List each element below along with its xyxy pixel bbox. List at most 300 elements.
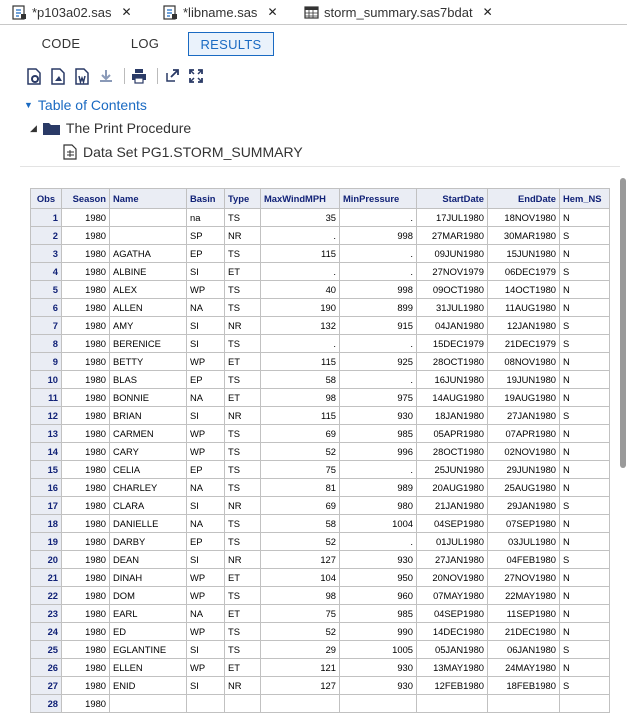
cell-basin: NA xyxy=(187,389,225,407)
cell-startdate: 16JUN1980 xyxy=(417,371,488,389)
cell-basin: WP xyxy=(187,587,225,605)
cell-minpressure: 1004 xyxy=(340,515,417,533)
cell-obs: 24 xyxy=(31,623,62,641)
cell-type: TS xyxy=(225,425,261,443)
cell-type: NR xyxy=(225,497,261,515)
cell-obs: 8 xyxy=(31,335,62,353)
cell-minpressure: . xyxy=(340,335,417,353)
column-header-name: Name xyxy=(110,189,187,209)
cell-enddate: 29JAN1980 xyxy=(488,497,560,515)
cell-enddate: 22MAY1980 xyxy=(488,587,560,605)
cell-season: 1980 xyxy=(62,677,110,695)
cell-name: BLAS xyxy=(110,371,187,389)
cell-minpressure: 989 xyxy=(340,479,417,497)
cell-type xyxy=(225,695,261,713)
cell-season: 1980 xyxy=(62,479,110,497)
cell-enddate: 19AUG1980 xyxy=(488,389,560,407)
cell-minpressure: 996 xyxy=(340,443,417,461)
cell-name: DEAN xyxy=(110,551,187,569)
cell-hem-ns: S xyxy=(560,227,610,245)
view-tab-bar xyxy=(0,26,627,60)
cell-obs: 17 xyxy=(31,497,62,515)
cell-minpressure: 985 xyxy=(340,425,417,443)
cell-season: 1980 xyxy=(62,515,110,533)
close-icon[interactable]: ✕ xyxy=(121,5,132,19)
cell-basin: WP xyxy=(187,443,225,461)
cell-name xyxy=(110,695,187,713)
table-row xyxy=(31,695,610,713)
cell-maxwindmph: 115 xyxy=(261,407,340,425)
cell-type: NR xyxy=(225,227,261,245)
cell-season: 1980 xyxy=(62,461,110,479)
cell-obs: 21 xyxy=(31,569,62,587)
table-row xyxy=(31,407,610,425)
cell-minpressure: 975 xyxy=(340,389,417,407)
table-row xyxy=(31,317,610,335)
caret-down-icon: ▼ xyxy=(24,100,33,110)
download-icon[interactable] xyxy=(96,66,116,86)
cell-startdate: 04SEP1980 xyxy=(417,605,488,623)
table-row xyxy=(31,659,610,677)
sas-program-icon xyxy=(163,5,178,20)
cell-type: NR xyxy=(225,317,261,335)
cell-basin: EP xyxy=(187,245,225,263)
cell-type: TS xyxy=(225,281,261,299)
table-row xyxy=(31,677,610,695)
cell-name: BONNIE xyxy=(110,389,187,407)
cell-enddate: 27JAN1980 xyxy=(488,407,560,425)
column-header-season: Season xyxy=(62,189,110,209)
cell-maxwindmph: 121 xyxy=(261,659,340,677)
cell-basin: WP xyxy=(187,623,225,641)
cell-enddate: 08NOV1980 xyxy=(488,353,560,371)
toolbar-divider xyxy=(157,68,158,84)
cell-hem-ns: N xyxy=(560,569,610,587)
table-row xyxy=(31,227,610,245)
cell-season: 1980 xyxy=(62,551,110,569)
file-tab-p103a02[interactable] xyxy=(12,0,132,24)
cell-minpressure: . xyxy=(340,263,417,281)
cell-startdate: 04JAN1980 xyxy=(417,317,488,335)
cell-hem-ns: S xyxy=(560,497,610,515)
cell-basin: SI xyxy=(187,335,225,353)
table-row xyxy=(31,479,610,497)
cell-hem-ns: S xyxy=(560,317,610,335)
column-header-hem-ns: Hem_NS xyxy=(560,189,610,209)
table-row xyxy=(31,533,610,551)
cell-type: TS xyxy=(225,443,261,461)
cell-maxwindmph: . xyxy=(261,263,340,281)
cell-basin: NA xyxy=(187,605,225,623)
table-row xyxy=(31,641,610,659)
cell-type: TS xyxy=(225,371,261,389)
cell-name: ELLEN xyxy=(110,659,187,677)
cell-maxwindmph: 75 xyxy=(261,605,340,623)
cell-hem-ns: N xyxy=(560,533,610,551)
cell-basin: WP xyxy=(187,353,225,371)
cell-name: AMY xyxy=(110,317,187,335)
cell-hem-ns: N xyxy=(560,443,610,461)
table-row xyxy=(31,551,610,569)
cell-type: TS xyxy=(225,209,261,227)
cell-minpressure: . xyxy=(340,371,417,389)
file-tab-bar xyxy=(0,0,627,25)
cell-obs: 26 xyxy=(31,659,62,677)
cell-name: BERENICE xyxy=(110,335,187,353)
cell-hem-ns: N xyxy=(560,587,610,605)
file-tab-storm-summary[interactable] xyxy=(304,0,493,24)
cell-hem-ns: N xyxy=(560,299,610,317)
table-row xyxy=(31,371,610,389)
cell-minpressure: 925 xyxy=(340,353,417,371)
cell-maxwindmph: 81 xyxy=(261,479,340,497)
cell-type: TS xyxy=(225,461,261,479)
cell-basin: na xyxy=(187,209,225,227)
cell-type: ET xyxy=(225,263,261,281)
cell-hem-ns: N xyxy=(560,479,610,497)
cell-maxwindmph: 69 xyxy=(261,425,340,443)
sas-program-icon xyxy=(12,5,27,20)
toc-procedure-label: The Print Procedure xyxy=(65,120,192,136)
cell-minpressure: 915 xyxy=(340,317,417,335)
cell-obs: 16 xyxy=(31,479,62,497)
results-table-container xyxy=(30,188,612,728)
cell-enddate: 02NOV1980 xyxy=(488,443,560,461)
cell-minpressure: 990 xyxy=(340,623,417,641)
table-row xyxy=(31,587,610,605)
vertical-scrollbar[interactable] xyxy=(619,176,627,721)
cell-startdate: 07MAY1980 xyxy=(417,587,488,605)
cell-maxwindmph: 58 xyxy=(261,371,340,389)
cell-startdate xyxy=(417,695,488,713)
cell-obs: 14 xyxy=(31,443,62,461)
cell-name xyxy=(110,209,187,227)
cell-enddate: 15JUN1980 xyxy=(488,245,560,263)
cell-obs: 3 xyxy=(31,245,62,263)
cell-hem-ns: S xyxy=(560,641,610,659)
cell-hem-ns xyxy=(560,695,610,713)
cell-startdate: 05JAN1980 xyxy=(417,641,488,659)
cell-hem-ns: S xyxy=(560,335,610,353)
cell-season: 1980 xyxy=(62,335,110,353)
cell-season: 1980 xyxy=(62,209,110,227)
tab-code[interactable]: CODE xyxy=(41,35,81,51)
cell-type: TS xyxy=(225,245,261,263)
cell-maxwindmph: 58 xyxy=(261,515,340,533)
results-table xyxy=(30,188,610,713)
cell-name: DOM xyxy=(110,587,187,605)
cell-maxwindmph: 98 xyxy=(261,587,340,605)
cell-name: ED xyxy=(110,623,187,641)
file-tab-label: *p103a02.sas xyxy=(32,4,112,20)
cell-type: ET xyxy=(225,569,261,587)
cell-enddate: 24MAY1980 xyxy=(488,659,560,677)
cell-enddate: 04FEB1980 xyxy=(488,551,560,569)
cell-season: 1980 xyxy=(62,263,110,281)
cell-name: DINAH xyxy=(110,569,187,587)
cell-enddate: 07APR1980 xyxy=(488,425,560,443)
download-word-icon[interactable] xyxy=(72,66,92,86)
cell-enddate: 19JUN1980 xyxy=(488,371,560,389)
cell-enddate: 25AUG1980 xyxy=(488,479,560,497)
cell-hem-ns: N xyxy=(560,623,610,641)
cell-maxwindmph: . xyxy=(261,227,340,245)
cell-maxwindmph: 35 xyxy=(261,209,340,227)
cell-maxwindmph: 115 xyxy=(261,245,340,263)
cell-enddate: 29JUN1980 xyxy=(488,461,560,479)
download-pdf-icon[interactable] xyxy=(48,66,68,86)
cell-basin: SI xyxy=(187,263,225,281)
column-header-maxwindmph: MaxWindMPH xyxy=(261,189,340,209)
cell-season: 1980 xyxy=(62,695,110,713)
cell-minpressure xyxy=(340,695,417,713)
cell-minpressure: 930 xyxy=(340,551,417,569)
cell-name: ALBINE xyxy=(110,263,187,281)
column-header-enddate: EndDate xyxy=(488,189,560,209)
cell-basin: NA xyxy=(187,299,225,317)
table-row xyxy=(31,335,610,353)
table-row xyxy=(31,569,610,587)
cell-basin: EP xyxy=(187,533,225,551)
cell-minpressure: 930 xyxy=(340,407,417,425)
cell-season: 1980 xyxy=(62,353,110,371)
cell-season: 1980 xyxy=(62,407,110,425)
cell-obs: 10 xyxy=(31,371,62,389)
cell-obs: 6 xyxy=(31,299,62,317)
cell-enddate: 18FEB1980 xyxy=(488,677,560,695)
cell-obs: 9 xyxy=(31,353,62,371)
cell-startdate: 20AUG1980 xyxy=(417,479,488,497)
cell-maxwindmph: 98 xyxy=(261,389,340,407)
cell-minpressure: 930 xyxy=(340,677,417,695)
cell-obs: 15 xyxy=(31,461,62,479)
column-header-type: Type xyxy=(225,189,261,209)
cell-startdate: 14DEC1980 xyxy=(417,623,488,641)
cell-season: 1980 xyxy=(62,641,110,659)
cell-basin: SI xyxy=(187,677,225,695)
cell-enddate: 18NOV1980 xyxy=(488,209,560,227)
cell-minpressure: 930 xyxy=(340,659,417,677)
cell-hem-ns: N xyxy=(560,245,610,263)
cell-type: ET xyxy=(225,659,261,677)
file-tab-label: *libname.sas xyxy=(183,4,258,20)
cell-startdate: 05APR1980 xyxy=(417,425,488,443)
cell-enddate: 14OCT1980 xyxy=(488,281,560,299)
table-row xyxy=(31,245,610,263)
cell-startdate: 17JUL1980 xyxy=(417,209,488,227)
cell-name xyxy=(110,227,187,245)
cell-basin: WP xyxy=(187,425,225,443)
cell-season: 1980 xyxy=(62,443,110,461)
cell-name: ALEX xyxy=(110,281,187,299)
cell-name: DANIELLE xyxy=(110,515,187,533)
cell-season: 1980 xyxy=(62,371,110,389)
cell-startdate: 20NOV1980 xyxy=(417,569,488,587)
table-row xyxy=(31,209,610,227)
cell-hem-ns: N xyxy=(560,371,610,389)
table-row xyxy=(31,497,610,515)
cell-name: ALLEN xyxy=(110,299,187,317)
cell-obs: 13 xyxy=(31,425,62,443)
cell-enddate xyxy=(488,695,560,713)
cell-hem-ns: N xyxy=(560,659,610,677)
cell-maxwindmph: 127 xyxy=(261,551,340,569)
cell-startdate: 14AUG1980 xyxy=(417,389,488,407)
cell-name: CARY xyxy=(110,443,187,461)
cell-minpressure: 998 xyxy=(340,281,417,299)
scrollbar-thumb[interactable] xyxy=(620,178,626,468)
table-row xyxy=(31,425,610,443)
cell-type: TS xyxy=(225,515,261,533)
cell-season: 1980 xyxy=(62,497,110,515)
cell-startdate: 18JAN1980 xyxy=(417,407,488,425)
cell-season: 1980 xyxy=(62,569,110,587)
cell-minpressure: 998 xyxy=(340,227,417,245)
print-icon[interactable] xyxy=(129,66,149,86)
cell-minpressure: . xyxy=(340,461,417,479)
cell-season: 1980 xyxy=(62,245,110,263)
cell-maxwindmph: 40 xyxy=(261,281,340,299)
cell-type: ET xyxy=(225,605,261,623)
tab-log[interactable]: LOG xyxy=(130,35,160,51)
open-in-browser-icon[interactable] xyxy=(162,66,182,86)
cell-enddate: 12JAN1980 xyxy=(488,317,560,335)
cell-minpressure: 899 xyxy=(340,299,417,317)
cell-basin: SI xyxy=(187,497,225,515)
cell-name: BETTY xyxy=(110,353,187,371)
table-output-icon xyxy=(62,144,78,160)
cell-maxwindmph: . xyxy=(261,335,340,353)
cell-hem-ns: S xyxy=(560,677,610,695)
toc-dataset-node[interactable] xyxy=(62,144,303,160)
cell-name: ENID xyxy=(110,677,187,695)
cell-maxwindmph: 69 xyxy=(261,497,340,515)
table-row xyxy=(31,263,610,281)
cell-obs: 20 xyxy=(31,551,62,569)
column-header-basin: Basin xyxy=(187,189,225,209)
cell-maxwindmph: 104 xyxy=(261,569,340,587)
cell-startdate: 01JUL1980 xyxy=(417,533,488,551)
toc-procedure-node[interactable] xyxy=(30,120,191,136)
cell-hem-ns: N xyxy=(560,389,610,407)
folder-icon xyxy=(43,122,60,135)
cell-season: 1980 xyxy=(62,227,110,245)
cell-maxwindmph: 52 xyxy=(261,533,340,551)
cell-minpressure: 950 xyxy=(340,569,417,587)
cell-startdate: 31JUL1980 xyxy=(417,299,488,317)
cell-hem-ns: N xyxy=(560,515,610,533)
cell-hem-ns: S xyxy=(560,551,610,569)
cell-hem-ns: N xyxy=(560,209,610,227)
tab-results[interactable]: RESULTS xyxy=(188,32,274,56)
table-row xyxy=(31,281,610,299)
cell-enddate: 03JUL1980 xyxy=(488,533,560,551)
cell-name: CHARLEY xyxy=(110,479,187,497)
cell-minpressure: . xyxy=(340,209,417,227)
cell-maxwindmph xyxy=(261,695,340,713)
cell-startdate: 15DEC1979 xyxy=(417,335,488,353)
table-row xyxy=(31,299,610,317)
column-header-obs: Obs xyxy=(31,189,62,209)
cell-basin: EP xyxy=(187,371,225,389)
cell-minpressure: 1005 xyxy=(340,641,417,659)
cell-enddate: 06JAN1980 xyxy=(488,641,560,659)
table-row xyxy=(31,389,610,407)
cell-obs: 25 xyxy=(31,641,62,659)
cell-name: EGLANTINE xyxy=(110,641,187,659)
cell-name: BRIAN xyxy=(110,407,187,425)
cell-name: CLARA xyxy=(110,497,187,515)
close-icon[interactable]: ✕ xyxy=(267,5,278,19)
cell-type: TS xyxy=(225,299,261,317)
table-row xyxy=(31,515,610,533)
cell-enddate: 06DEC1979 xyxy=(488,263,560,281)
cell-season: 1980 xyxy=(62,281,110,299)
cell-obs: 19 xyxy=(31,533,62,551)
cell-obs: 1 xyxy=(31,209,62,227)
cell-type: TS xyxy=(225,641,261,659)
cell-startdate: 25JUN1980 xyxy=(417,461,488,479)
cell-startdate: 21JAN1980 xyxy=(417,497,488,515)
cell-season: 1980 xyxy=(62,659,110,677)
cell-minpressure: 980 xyxy=(340,497,417,515)
cell-obs: 27 xyxy=(31,677,62,695)
triangle-expanded-icon: ◢ xyxy=(30,122,37,133)
cell-basin: EP xyxy=(187,461,225,479)
cell-enddate: 30MAR1980 xyxy=(488,227,560,245)
close-icon[interactable]: ✕ xyxy=(482,5,493,19)
toc-dataset-label: Data Set PG1.STORM_SUMMARY xyxy=(83,144,303,160)
cell-season: 1980 xyxy=(62,299,110,317)
toc-toggle[interactable] xyxy=(24,97,147,113)
cell-startdate: 04SEP1980 xyxy=(417,515,488,533)
cell-maxwindmph: 190 xyxy=(261,299,340,317)
cell-name: EARL xyxy=(110,605,187,623)
cell-startdate: 28OCT1980 xyxy=(417,353,488,371)
toc-title: Table of Contents xyxy=(37,97,147,113)
cell-obs: 23 xyxy=(31,605,62,623)
results-toolbar xyxy=(24,66,210,86)
cell-type: NR xyxy=(225,551,261,569)
cell-type: TS xyxy=(225,623,261,641)
cell-minpressure: 960 xyxy=(340,587,417,605)
cell-maxwindmph: 29 xyxy=(261,641,340,659)
cell-obs: 5 xyxy=(31,281,62,299)
table-row xyxy=(31,443,610,461)
cell-basin xyxy=(187,695,225,713)
cell-startdate: 27MAR1980 xyxy=(417,227,488,245)
maximize-icon[interactable] xyxy=(186,66,206,86)
cell-obs: 18 xyxy=(31,515,62,533)
file-tab-libname[interactable] xyxy=(163,0,278,24)
cell-type: ET xyxy=(225,353,261,371)
column-header-startdate: StartDate xyxy=(417,189,488,209)
table-row xyxy=(31,353,610,371)
download-html-icon[interactable] xyxy=(24,66,44,86)
cell-season: 1980 xyxy=(62,389,110,407)
cell-hem-ns: N xyxy=(560,605,610,623)
cell-type: TS xyxy=(225,479,261,497)
cell-season: 1980 xyxy=(62,605,110,623)
cell-maxwindmph: 132 xyxy=(261,317,340,335)
cell-minpressure: 985 xyxy=(340,605,417,623)
cell-hem-ns: S xyxy=(560,407,610,425)
cell-basin: WP xyxy=(187,659,225,677)
cell-season: 1980 xyxy=(62,425,110,443)
table-row xyxy=(31,623,610,641)
cell-obs: 4 xyxy=(31,263,62,281)
cell-obs: 2 xyxy=(31,227,62,245)
